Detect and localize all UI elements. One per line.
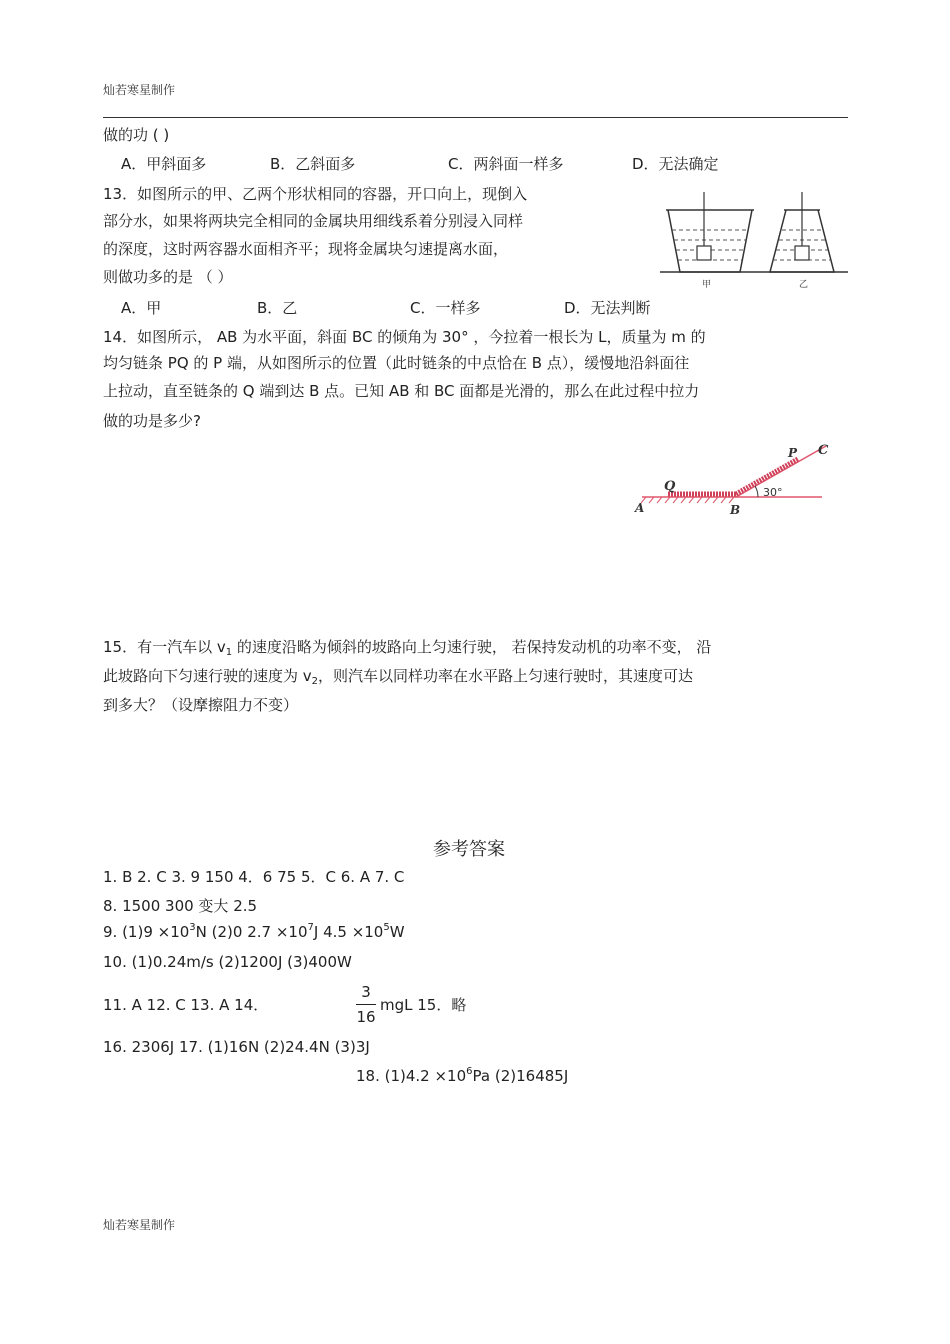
q12-option-c: C．两斜面一样多 <box>448 155 564 173</box>
answers-9b: N (2)0 2.7 ×10 <box>195 923 308 941</box>
answers-9-exp-1: 3 <box>189 922 196 933</box>
q15-line-2-a: 此坡路向下匀速行驶的速度为 v <box>103 667 312 685</box>
q13-containers-figure <box>658 188 850 293</box>
q15-line-1-b: 的速度沿略为倾斜的坡路向上匀速行驶， 若保持发动机的功率不变， 沿 <box>232 638 712 656</box>
q15-line-3: 到多大？（设摩擦阻力不变） <box>103 696 299 714</box>
answers-title: 参考答案 <box>433 839 505 860</box>
answers-line-2: 8. 1500 300 变大 2.5 <box>103 897 258 915</box>
q13-option-b: B．乙 <box>257 299 298 317</box>
answers-9c: J 4.5 ×10 <box>313 923 384 941</box>
label-angle: 30° <box>763 486 783 499</box>
q14-line-4: 做的功是多少? <box>103 412 201 430</box>
label-b: B <box>730 503 741 517</box>
label-a: A <box>635 501 645 515</box>
header-text: 灿若寒星制作 <box>103 83 176 97</box>
q15-line-1-a: 15．有一汽车以 v <box>103 638 226 656</box>
container-jia <box>666 192 754 272</box>
header-divider <box>103 117 848 118</box>
answers-9-exp-2: 7 <box>307 922 314 933</box>
q13-option-c: C．一样多 <box>410 299 481 317</box>
q12-option-a: A．甲斜面多 <box>121 155 207 173</box>
label-c: C <box>818 443 829 458</box>
answers-18b: Pa (2)16485J <box>472 1067 569 1085</box>
answers-line-5-b: mgL 15．略 <box>380 996 467 1014</box>
q13-line-2: 部分水，如果将两块完全相同的金属块用细线系着分别浸入同样 <box>103 212 524 230</box>
answers-line-6: 16. 2306J 17. (1)16N (2)24.4N (3)3J <box>103 1038 370 1056</box>
label-yi: 乙 <box>799 280 809 290</box>
q15-v1-subscript: 1 <box>225 647 233 658</box>
ground-hatch <box>641 497 734 503</box>
q13-line-4: 则做功多的是 （ ） <box>103 268 233 286</box>
q14-line-1: 14．如图所示， AB 为水平面，斜面 BC 的倾角为 30° ，今拉着一根长为 L，质量为 m 的 <box>103 328 706 346</box>
answers-9d: W <box>389 923 405 941</box>
answers-line-7 <box>356 1066 568 1085</box>
q14-chain-figure <box>630 440 830 522</box>
q12-stem-tail: 做的功 ( ) <box>103 126 170 144</box>
answers-line-3 <box>103 922 405 941</box>
answers-line-4: 10. (1)0.24m/s (2)1200J (3)400W <box>103 953 352 971</box>
q13-option-d: D．无法判断 <box>564 299 651 317</box>
fraction-numerator: 3 <box>361 983 371 1001</box>
label-q: Q <box>664 479 676 494</box>
answer-14-fraction <box>356 983 376 1026</box>
q12-option-d: D．无法确定 <box>632 155 719 173</box>
answers-line-5-a: 11. A 12. C 13. A 14． <box>103 996 269 1014</box>
label-p: P <box>788 446 798 460</box>
answers-9-exp-3: 5 <box>383 922 390 933</box>
q13-line-3: 的深度，这时两容器水面相齐平；现将金属块匀速提离水面， <box>103 240 509 258</box>
footer-text: 灿若寒星制作 <box>103 1218 176 1232</box>
answers-18-exp: 6 <box>466 1066 473 1077</box>
fraction-denominator: 16 <box>356 1008 376 1026</box>
label-jia: 甲 <box>702 280 712 290</box>
answers-9a: 9. (1)9 ×10 <box>103 923 190 941</box>
q14-line-2: 均匀链条 PQ 的 P 端，从如图所示的位置（此时链条的中点恰在 B 点），缓慢地沿斜面往 <box>103 354 690 372</box>
q15-line-2 <box>103 665 693 687</box>
q15-line-2-b: ，则汽车以同样功率在水平路上匀速行驶时，其速度可达 <box>318 667 694 685</box>
q15-v2-subscript: 2 <box>311 676 319 687</box>
answers-line-1: 1. B 2. C 3. 9 150 4．6 75 5．C 6. A 7. C <box>103 868 405 886</box>
container-yi <box>770 192 834 272</box>
q14-line-3: 上拉动，直至链条的 Q 端到达 B 点。已知 AB 和 BC 面都是光滑的，那么在此过程中拉力 <box>103 382 700 400</box>
q12-option-b: B．乙斜面多 <box>270 155 356 173</box>
q15-line-1 <box>103 636 711 658</box>
q13-option-a: A．甲 <box>121 299 162 317</box>
q13-line-1: 13．如图所示的甲、乙两个形状相同的容器，开口向上，现倒入 <box>103 185 528 203</box>
answers-18a: 18. (1)4.2 ×10 <box>356 1067 467 1085</box>
fraction-bar <box>356 1004 376 1005</box>
